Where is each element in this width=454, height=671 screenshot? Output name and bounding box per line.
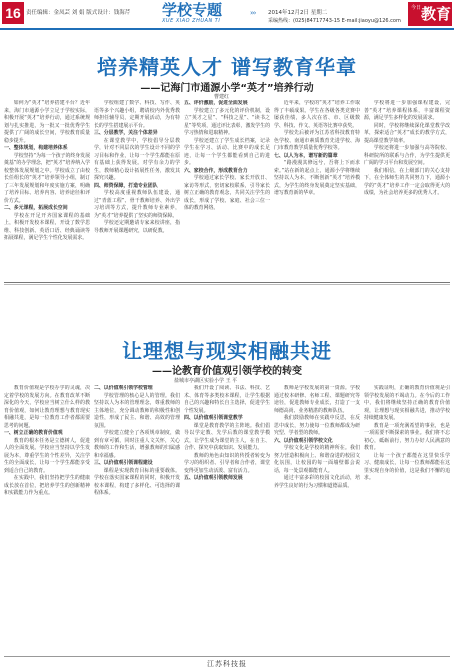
section-heading-text: 五、评价激励，促进全面发展: [184, 100, 248, 106]
paragraph: 教育价值观是学校办学的灵魂，决定着学校的发展方向。在教育改革不断深化的今天，学校应当树立什么样的教育价值观，如何让教育理想与教育现实相融共进，是每一位教育工作者都需要思考的问题。: [4, 385, 90, 429]
paragraph: 我们开设了阅读、书法、科技、艺术、体育等多类校本课程，让学生根据自己的兴趣和特长自主选择，促进学生个性发展。: [184, 385, 270, 414]
article2-column: [184, 385, 270, 653]
paragraph: 学校高度重视教师队伍建设，通过“青蓝工程”、骨干教师培养、外出学习培训等方式，提升教师专业素养，为“英才”培养提供了坚实的师资保障。: [94, 190, 180, 219]
editor-credits: 责任编辑：金凤芸 刘 娟 版式设计：钱海芹: [26, 10, 131, 16]
article1-body: [4, 100, 450, 278]
paragraph: 学校还定期邀请专家来校讲座，指导教师开展课题研究，以研促教。: [94, 220, 180, 234]
paragraph: 学校坚持“为每一个孩子的终身发展奠基”的办学理念，把“英才”培养纳入学校整体发展规划之中。学校成立了由校长任组长的“英才”培养领导小组，制订了三年发展规划和年度实施方案，明确了培养目标、培养内容、培养途径和评价方式。: [4, 152, 90, 204]
article2-column: [94, 385, 180, 653]
paragraph: 在课堂教学中，学校倡导分层教学，针对不同层次的学生设计不同的学习目标和作业，让每一个学生都能在原有基础上获得发展。对学有余力的学生，教师精心设计拓展性任务，激发其探究兴趣。: [94, 137, 180, 181]
paragraph: 学校在开足开齐国家课程的基础上，积极开发校本课程，开设了数学思维、科技创新、英语口语、经典诵读等拓展课程，满足学生个性化发展需求。: [4, 212, 90, 241]
section-heading-text: 七、以人为本，谱写新的篇章: [274, 152, 338, 159]
section-heading: [162, 2, 244, 24]
section-heading-text: 六、以价值观引领学校文化: [274, 437, 333, 444]
article2-column: [364, 385, 450, 653]
article1-title: 培养精英人才 谱写教育华章: [97, 55, 357, 79]
article-divider: [4, 282, 450, 283]
section-heading-text: 五、以价值观引领教师发展: [184, 475, 243, 481]
section-heading-text: 一、树立正确的教育价值观: [4, 430, 63, 436]
paragraph: 我们相信，在上级部门的关心支持下，在全体师生的共同努力下，通源小学的“英才”培养工作一定会取得更大的成绩，为社会培养更多的优秀人才。: [364, 167, 450, 196]
paragraph: 教育是一项充满希望的事业，也是一项需要不断探索的事业。我们将不忘初心，砥砺前行，努力办好人民满意的教育。: [364, 422, 450, 451]
section-heading-text: 四、师资保障，打造专业团队: [94, 182, 158, 189]
section-heading-text: 二、多元课程，拓展成长空间: [4, 205, 68, 211]
section-heading-text: 二、以价值观引领学校管理: [94, 385, 153, 391]
article2-title: 让理想与现实相融共进: [122, 339, 332, 363]
header-rule: [0, 28, 454, 30]
page-number: 16: [2, 2, 24, 24]
logo-big-text: 教育: [421, 5, 452, 23]
article1-subtitle: ——记海门市通源小学“英才”培养行动: [140, 83, 314, 94]
paragraph: 学校还建立了学生成长档案，记录学生在学习、活动、比赛中的成长足迹，让每一个学生都能看到自己的进步。: [184, 137, 270, 166]
article1-author: 曹建红: [214, 94, 230, 100]
paragraph: 学校建立了多元化的评价机制，设立“英才之星”、“科技之星”、“读书之星”等奖项，通过评比表彰，激发学生的学习热情和进取精神。: [184, 107, 270, 136]
article1-column: [94, 100, 180, 278]
section-title: 学校专题: [162, 1, 223, 19]
article1-column: [184, 100, 270, 278]
section-heading-text: 四、以价值观引领课堂教学: [184, 415, 243, 421]
article2-column: [274, 385, 360, 653]
paragraph: 同时，学校将继续深化课堂教学改革，探索适合“英才”成长的教学方式，提高课堂教学效率。: [364, 122, 450, 144]
article2-subtitle: ——论教育价值观引领学校的转变: [152, 366, 302, 377]
paragraph: 学校通过家长学校、家长开放日、家访等形式，密切家校联系，引导家长树立正确的教育观念，共同关注学生的成长，形成了学校、家庭、社会三位一体的教育网络。: [184, 175, 270, 211]
page-header: [0, 0, 454, 30]
logo-small-text: 今日: [411, 5, 422, 11]
paragraph: 教育的根本任务是立德树人，促进人的全面发展。学校应当坚持以学生发展为本，尊重学生的个性差异，关注学生的全面成长，让每一个学生都能享受到适合自己的教育。: [4, 437, 90, 474]
article2-column: [4, 385, 90, 653]
footer-rule: [4, 656, 450, 657]
paragraph: 教师是学校发展的第一资源。学校通过校本研修、名师工程、课题研究等途径，促进教师专业成长，打造了一支师德高尚、业务精湛的教师队伍。: [274, 385, 360, 414]
section-arrows-icon: ›››: [250, 9, 256, 17]
paragraph: 通过丰富多彩的校园文化活动，培养学生良好的行为习惯和道德品质。: [274, 475, 360, 489]
paragraph: 我们鼓励教师在实践中反思，在反思中成长，努力使每一位教师都成为研究型、学者型的教师。: [274, 415, 360, 436]
contact-info: 采编热线：(025)84717743-15 E-mail:jiaoyu@126.com: [268, 18, 401, 24]
paragraph: 学校将进一步加强课程建设，完善“英才”培养课程体系，丰富课程资源，满足学生多样化的发展需求。: [364, 100, 450, 121]
article2-body: [4, 385, 450, 653]
paragraph: 课堂是教育教学的主阵地。我们倡导以学定教、先学后教的课堂教学模式，让学生成为课堂的主人，在自主、合作、探究中获取知识、发展能力。: [184, 422, 270, 451]
article1-column: [274, 100, 360, 278]
section-heading-text: 一、整体规划，构建培养体系: [4, 145, 68, 151]
paragraph: “路漫漫其修远兮，吾将上下而求索。”站在新的起点上，通源小学将继续坚持以人为本，不断创新“英才”培养模式，为学生的终身发展奠定坚实基础，谱写教育新的华章。: [274, 160, 360, 196]
paragraph: 课程是实现教育目标的重要载体。学校在落实国家课程的同时，积极开发校本课程，构建了多样化、可选择的课程体系。: [94, 467, 180, 496]
paragraph: 学校建立健全了各项规章制度，做到有章可循，同时注重人文关怀，关心教师的工作和生活，增强教师的归属感和幸福感。: [94, 430, 180, 459]
paragraph: 近年来，学校的“英才”培养工作取得了丰硕成果。学生在各级各类竞赛中屡获佳绩，多人次在省、市、区级数学、科技、作文、英语等比赛中获奖。: [274, 100, 360, 129]
section-heading-text: 三、以价值观引领课程建设: [94, 460, 153, 466]
article1-column: [364, 100, 450, 278]
paragraph: 学校组建了数学、科技、写作、英语等多个兴趣小组，聘请校内外优秀教师担任辅导员，定期开展活动，为有特长的学生搭建展示平台。: [94, 100, 180, 129]
issue-date: 2014年12月2日 星期二: [268, 10, 328, 16]
paragraph: 教师的角色由知识的传授者转变为学习的组织者、引导者和合作者，课堂变得更加生动活泼、富有活力。: [184, 452, 270, 474]
section-subtitle: XUE XIAO ZHUAN TI: [162, 18, 221, 24]
paragraph: 学校先后被评为江苏省科技教育特色学校、南通市素质教育先进学校、海门市教育教学质量优秀学校等。: [274, 130, 360, 151]
paragraph: 让每一个孩子都能在这里快乐学习、健康成长，让每一位教师都能在这里实现自身的价值，这是我们不懈的追求。: [364, 452, 450, 481]
paragraph: 如何为“英才”培养搭建平台？近年来，海门市通源小学立足于学校实际，积极开展“英才”培养行动，通过系统规划与扎实推进，为一批又一批优秀学生提供了广阔的成长空间，学校教育质量稳步提升。: [4, 100, 90, 144]
newspaper-logo: [408, 2, 452, 26]
article-divider-secondary: [4, 284, 450, 285]
paragraph: 实践证明，正确的教育价值观是引领学校发展的不竭动力。在今后的工作中，我们将继续坚持正确的教育价值观，让理想与现实相融共进，推动学校持续健康发展。: [364, 385, 450, 421]
footer-masthead: 江苏科技报: [207, 660, 247, 668]
paragraph: 学校文化是学校的精神所在。我们努力营造积极向上、和谐奋进的校园文化氛围，让校园的每一面墙壁都会说话，每一处景观都能育人。: [274, 445, 360, 474]
article2-author: 盐城市亭湖区实验小学 王 平: [174, 378, 238, 384]
section-heading-text: 六、家校合作，形成教育合力: [184, 167, 248, 174]
paragraph: 学校管理的核心是人的管理。我们坚持以人为本的管理理念，尊重教师的主体地位，充分调动教师的积极性和创造性，形成了民主、和谐、高效的管理氛围。: [94, 392, 180, 429]
article1-column: [4, 100, 90, 278]
paragraph: 在实践中，我们坚持把学生的健康成长放在首位，把培养学生的创新精神和实践能力作为重点。: [4, 475, 90, 496]
paragraph: 学校还将进一步加强与高等院校、科研院所的联系与合作，为学生提供更广阔的学习平台和发展空间。: [364, 145, 450, 166]
section-heading-text: 三、分层教学，关注个体差异: [94, 130, 158, 136]
